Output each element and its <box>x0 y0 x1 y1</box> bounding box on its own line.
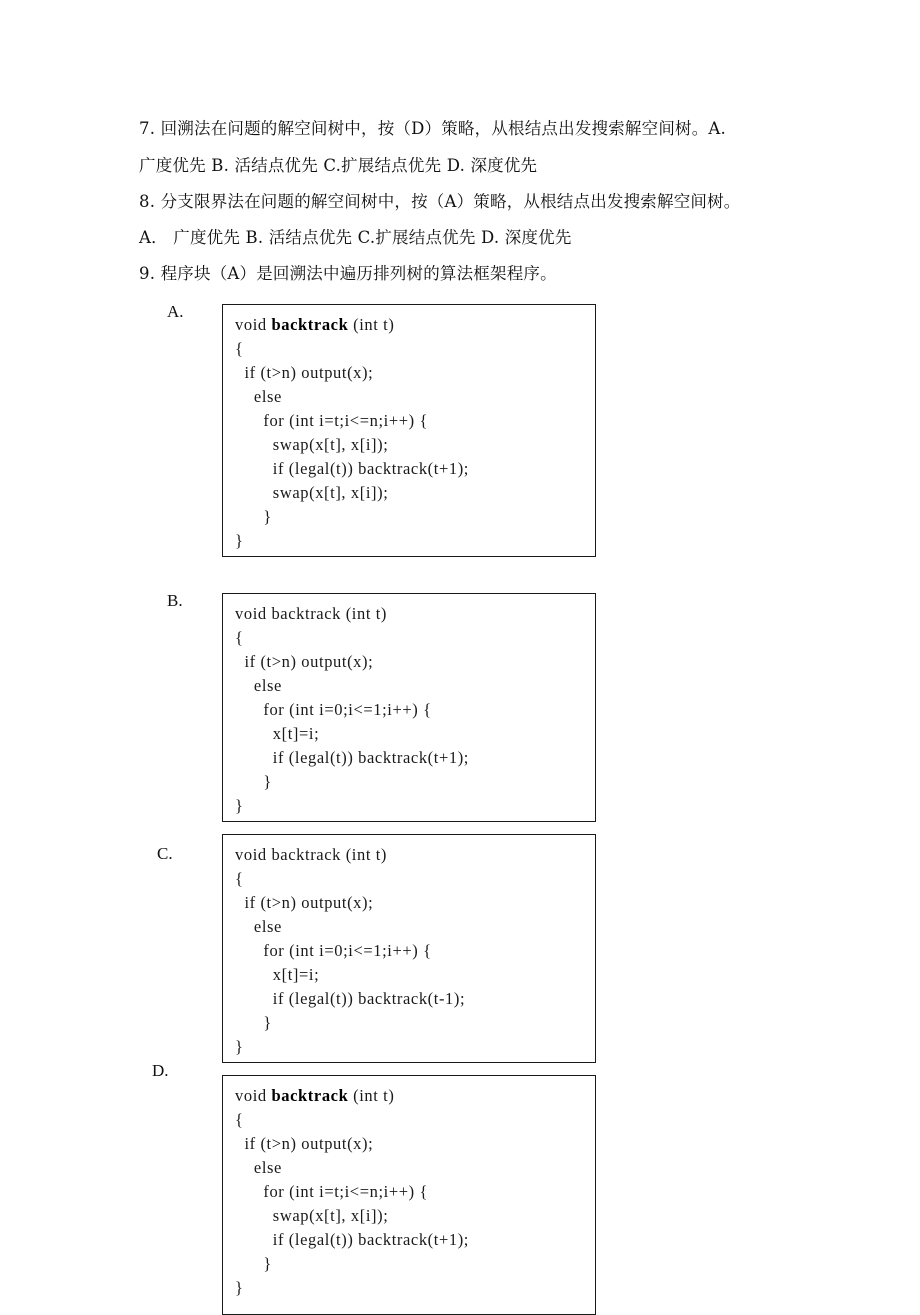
code-line: } <box>235 772 272 791</box>
code-line: for (int i=0;i<=1;i++) { <box>235 941 432 960</box>
option-b-label: B. <box>167 591 183 610</box>
code-line: else <box>235 917 282 936</box>
option-d-code-box <box>222 1075 596 1315</box>
code-header: void backtrack (int t) <box>235 1086 395 1105</box>
question-8-line-1: 8. 分支限界法在问题的解空间树中，按（A）策略，从根结点出发搜索解空间树。 <box>139 192 741 211</box>
option-c-code <box>235 843 465 1059</box>
code-line: } <box>235 531 244 550</box>
code-header: void backtrack (int t) <box>235 845 388 864</box>
code-line: else <box>235 1158 282 1177</box>
option-c-label: C. <box>157 844 173 863</box>
option-b-code <box>235 602 469 818</box>
code-line: for (int i=t;i<=n;i++) { <box>235 411 428 430</box>
code-line: } <box>235 1278 244 1297</box>
code-line: if (legal(t)) backtrack(t+1); <box>235 459 469 478</box>
code-line: { <box>235 1110 244 1129</box>
code-line: else <box>235 676 282 695</box>
code-line: swap(x[t], x[i]); <box>235 435 389 454</box>
question-8-line-2: A． 广度优先 B. 活结点优先 C.扩展结点优先 D. 深度优先 <box>139 228 572 247</box>
option-a-code <box>235 313 469 553</box>
code-line: } <box>235 1013 272 1032</box>
question-7-line-2: 广度优先 B. 活结点优先 C.扩展结点优先 D. 深度优先 <box>139 156 538 175</box>
question-7-line-1: 7. 回溯法在问题的解空间树中，按（D）策略，从根结点出发搜索解空间树。A. <box>139 119 726 138</box>
code-line: if (legal(t)) backtrack(t-1); <box>235 989 466 1008</box>
code-line: } <box>235 796 244 815</box>
code-line: for (int i=0;i<=1;i++) { <box>235 700 432 719</box>
option-b-code-box <box>222 593 596 822</box>
code-line: if (t>n) output(x); <box>235 893 374 912</box>
code-line: if (t>n) output(x); <box>235 1134 374 1153</box>
code-line: if (t>n) output(x); <box>235 363 374 382</box>
code-line: } <box>235 1037 244 1056</box>
code-line: swap(x[t], x[i]); <box>235 483 389 502</box>
code-line: { <box>235 628 244 647</box>
code-line: else <box>235 387 282 406</box>
code-line: } <box>235 507 272 526</box>
code-line: { <box>235 869 244 888</box>
option-a-label: A. <box>167 302 184 321</box>
code-line: } <box>235 1254 272 1273</box>
code-header: void backtrack (int t) <box>235 315 395 334</box>
code-line: { <box>235 339 244 358</box>
option-a-code-box <box>222 304 596 557</box>
code-header: void backtrack (int t) <box>235 604 388 623</box>
option-d-code <box>235 1084 469 1300</box>
code-line: swap(x[t], x[i]); <box>235 1206 389 1225</box>
code-line: if (legal(t)) backtrack(t+1); <box>235 748 469 767</box>
question-9-line-1: 9. 程序块（A）是回溯法中遍历排列树的算法框架程序。 <box>139 264 557 283</box>
code-line: x[t]=i; <box>235 965 320 984</box>
code-line: x[t]=i; <box>235 724 320 743</box>
option-d-label: D. <box>152 1061 169 1080</box>
code-line: if (t>n) output(x); <box>235 652 374 671</box>
option-c-code-box <box>222 834 596 1063</box>
code-line: if (legal(t)) backtrack(t+1); <box>235 1230 469 1249</box>
code-line: for (int i=t;i<=n;i++) { <box>235 1182 428 1201</box>
